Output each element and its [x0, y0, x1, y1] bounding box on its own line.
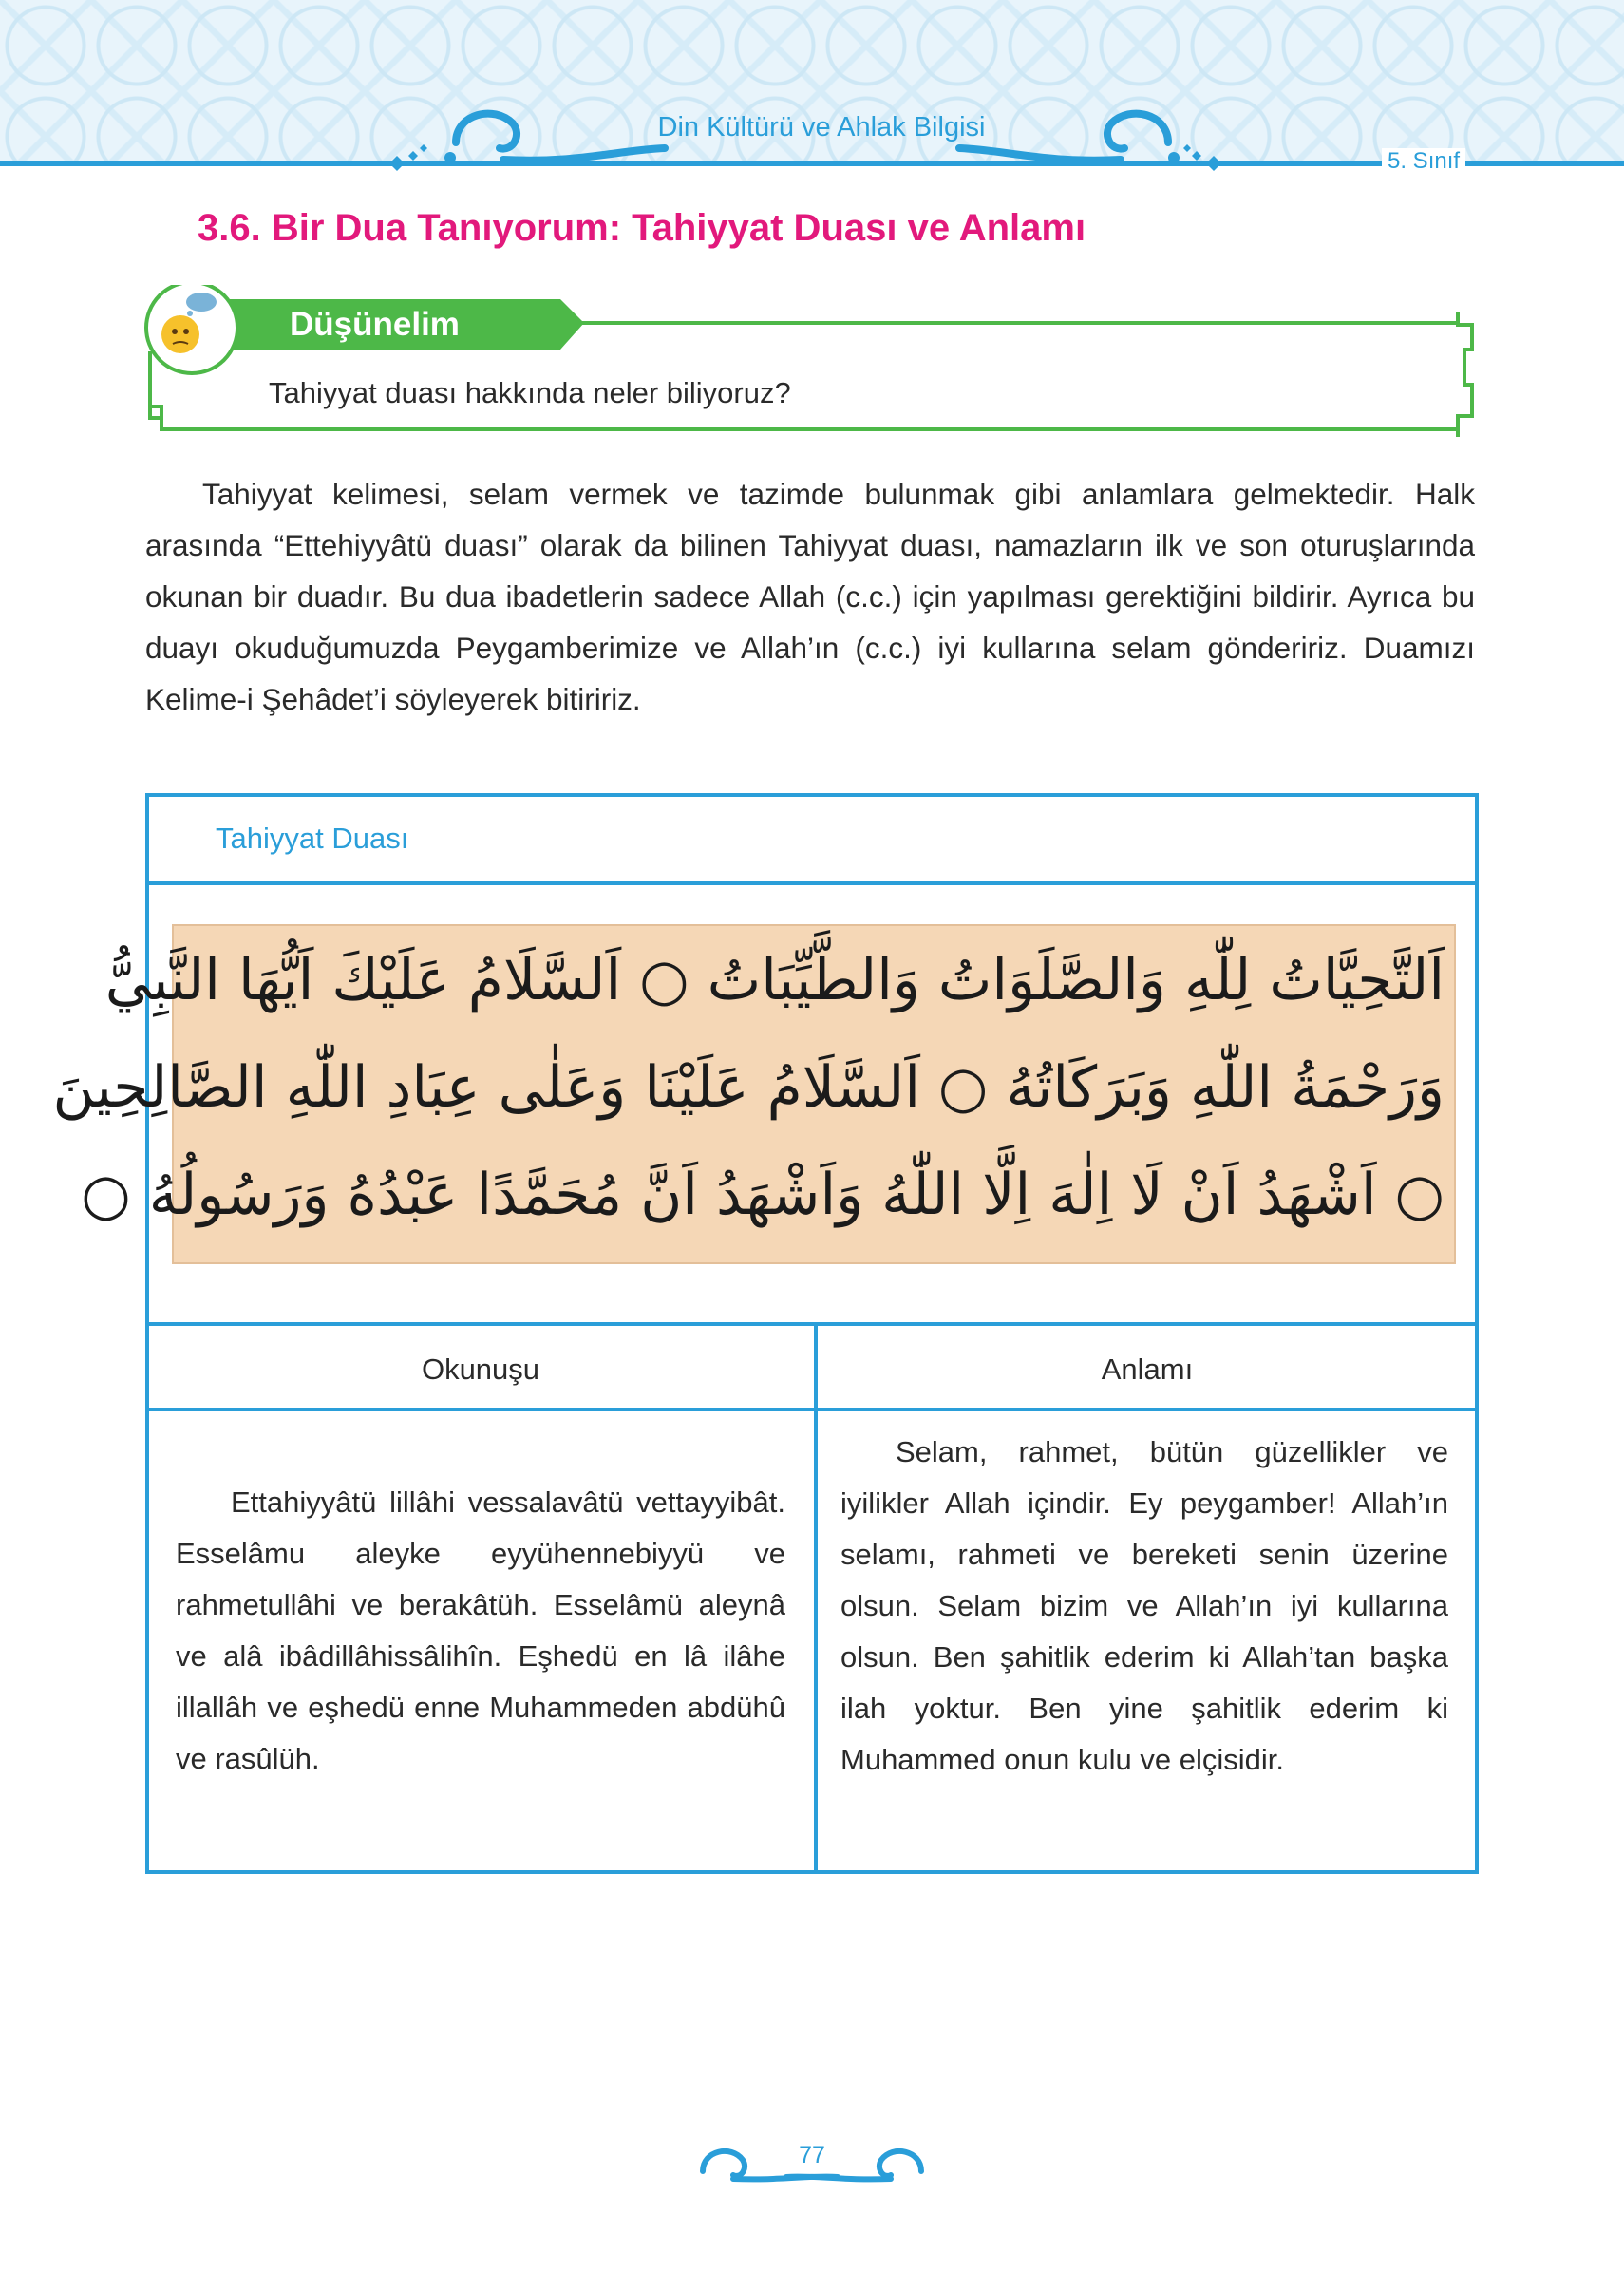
think-label: Düşünelim [290, 306, 460, 343]
arabic-text-box [52, 924, 1456, 1264]
prayer-table [52, 793, 1479, 1874]
book-title: Din Kültürü ve Ahlak Bilgisi [657, 112, 986, 142]
intro-paragraph: Tahiyyat kelimesi, selam vermek ve tazimde bulunmak gibi anlamlara gelmektedir. Halk arasında “Ettehiyyâtü duası” olarak da bilinen Tahiyyat duası, namazların ilk ve son oturuşlarında okunan bir duadır. Bu dua ibadetlerin sadece Allah (c.c.) için yapılması gerektiğini bildirir. Ayrıca bu duayı okuduğumuzda Peygamberimize ve Allah’ın (c.c.) iyi kullarına selam göndeririz. Duamızı Kelime-i Şehâdet’i söyleyerek bitiririz. [145, 477, 1475, 716]
column-divider [814, 1322, 818, 1874]
think-question: Tahiyyat duası hakkında neler biliyoruz? [269, 376, 791, 409]
reading-column-header: Okunuşu [421, 1353, 540, 1386]
reading-text: Ettahiyyâtü lillâhi vessalavâtü vettayyibât. Esselâmu aleyke eyyühennebiyyü ve rahmetullâhi ve berakâtüh. Esselâmü aleynâ ve alâ ibâdillâhissâlihîn. Eşhedü en lâ ilâhe illallâh ve eşhedü enne Muhammeden abdühû ve rasûlüh. [176, 1486, 785, 1775]
columns-header-row [149, 1322, 1475, 1411]
arabic-line-2: وَرَحْمَةُ اللّٰهِ وَبَرَكَاتُهُ ○ اَلسَّلَامُ عَلَيْنَا وَعَلٰى عِبَادِ اللّٰهِ الصَّالِحِينَ [52, 1054, 1445, 1121]
grade-label: 5. Sınıf [1382, 148, 1465, 175]
table-title-row [149, 797, 1475, 885]
meaning-text: Selam, rahmet, bütün güzellikler ve iyilikler Allah içindir. Ey peygamber! Allah’ın selamı, rahmeti ve bereketi senin üzerine olsun. Selam bizim ve Allah’ın iyi kullarına olsun. Ben şahitlik ederim ki Allah’tan başka ilah yoktur. Ben yine şahitlik ederim ki Muhammed onun kulu ve elçisidir. [840, 1435, 1448, 1776]
section-title: 3.6. Bir Dua Tanıyorum: Tahiyyat Duası ve Anlamı [198, 207, 1086, 249]
meaning-column-header: Anlamı [1101, 1353, 1194, 1386]
page-number: 77 [799, 2142, 825, 2168]
arabic-line-1: اَلتَّحِيَّاتُ لِلّٰهِ وَالصَّلَوَاتُ وَالطَّيِّبَاتُ ○ اَلسَّلَامُ عَلَيْكَ اَيُّهَا النَّبِيُّ [104, 947, 1445, 1013]
arabic-line-3: ○ اَشْهَدُ اَنْ لَا اِلٰهَ اِلَّا اللّٰهُ وَاَشْهَدُ اَنَّ مُحَمَّدًا عَبْدُهُ وَرَسُولُهُ ○ [81, 1162, 1445, 1228]
table-title: Tahiyyat Duası [216, 822, 409, 855]
